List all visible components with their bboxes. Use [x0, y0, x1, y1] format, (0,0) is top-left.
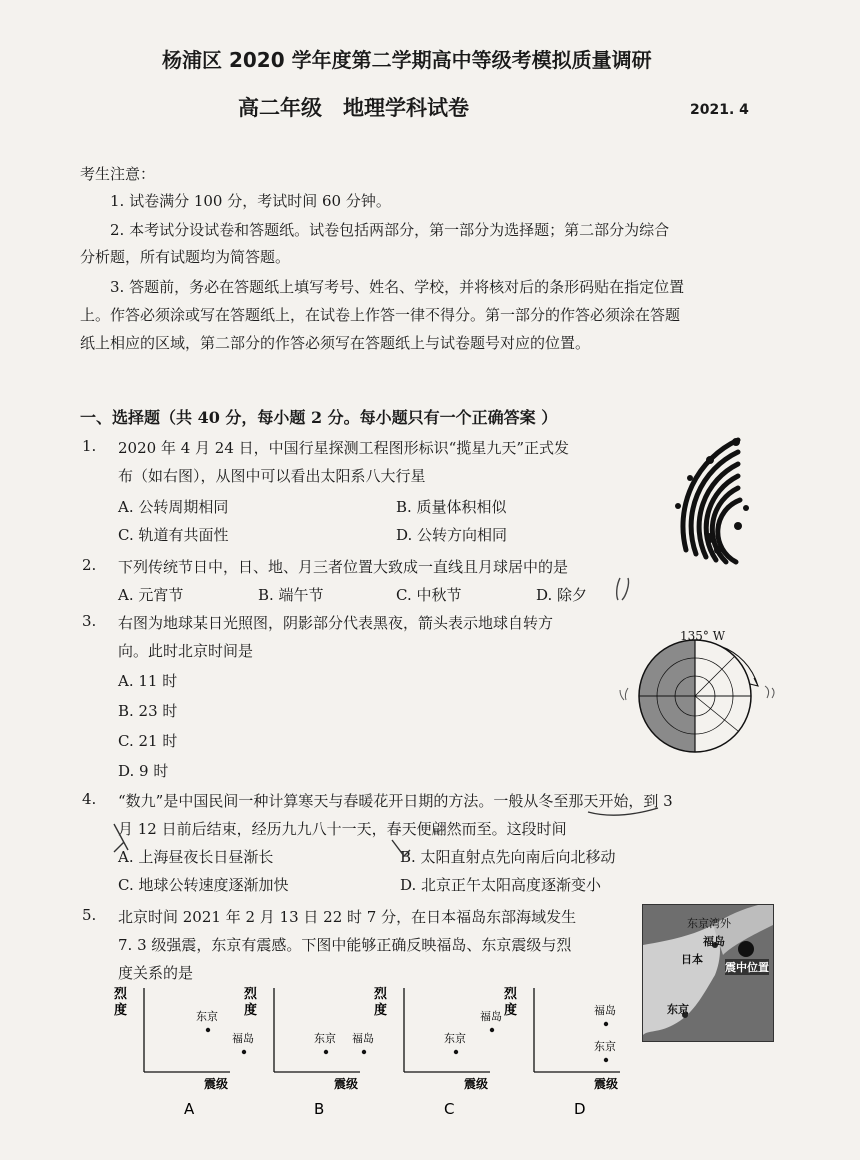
- exam-date: 2021. 4: [690, 102, 749, 118]
- q4-stem-line-1: “数九”是中国民间一种计算寒天与春暖花开日期的方法。一般从冬至那天开始，到 3: [118, 792, 673, 810]
- q4-option-c: C. 地球公转速度逐渐加快: [118, 876, 289, 894]
- q3-figure-longitude-label: 135° W: [680, 629, 726, 643]
- section-1-heading: 一、选择题（共 40 分，每小题 2 分。每小题只有一个正确答案 ）: [80, 408, 558, 427]
- pencil-note-right: [765, 686, 774, 698]
- q5-stem-line-1: 北京时间 2021 年 2 月 13 日 22 时 7 分，在日本福岛东部海域发生: [118, 908, 577, 926]
- q2-option-b: B. 端午节: [258, 586, 324, 604]
- chart-B-label-fukushima: 福岛: [352, 1032, 374, 1045]
- chart-D-label-fukushima: 福岛: [594, 1004, 616, 1017]
- chart-D-option-letter: D: [574, 1100, 586, 1118]
- chart-A-ylabel-2: 度: [114, 1003, 128, 1018]
- chart-B-ylabel-1: 烈: [244, 987, 258, 1002]
- notice-item-2-line-2: 分析题，所有试题均为简答题。: [80, 248, 291, 266]
- pencil-note-left: [620, 688, 628, 700]
- chart-C-ylabel-1: 烈: [374, 987, 388, 1002]
- q1-option-a: A. 公转周期相同: [118, 498, 229, 516]
- chart-B-option-letter: B: [314, 1100, 325, 1118]
- chart-B-point-fukushima: [362, 1050, 366, 1054]
- q3-option-b: B. 23 时: [118, 702, 178, 720]
- exam-title: 杨浦区 2020 学年度第二学期高中等级考模拟质量调研: [162, 48, 652, 72]
- chart-A-label-fukushima: 福岛: [232, 1032, 254, 1045]
- chart-A-point-fukushima: [242, 1050, 246, 1054]
- q5-options-charts: [112, 984, 632, 1124]
- chart-D-ylabel-1: 烈: [504, 987, 518, 1002]
- handwriting-mark-icon: [612, 574, 642, 604]
- japan-quake-map: [642, 904, 774, 1042]
- q3-option-c: C. 21 时: [118, 732, 178, 750]
- chart-C-option-letter: C: [444, 1100, 455, 1118]
- chart-D-point-fukushima: [604, 1022, 608, 1026]
- q4-number: 4.: [82, 790, 97, 808]
- chart-C-point-fukushima: [490, 1028, 494, 1032]
- notice-item-3-line-2: 上。作答必须涂或写在答题纸上，在试卷上作答一律不得分。第一部分的作答必须涂在答题: [80, 306, 681, 324]
- q1-option-d: D. 公转方向相同: [396, 526, 508, 544]
- q2-option-a: A. 元宵节: [118, 586, 184, 604]
- q1-stem-line-1: 2020 年 4 月 24 日，中国行星探测工程图形标识“揽星九天”正式发: [118, 439, 569, 457]
- exam-subtitle: 高二年级 地理学科试卷: [238, 96, 469, 120]
- q3-stem-line-1: 右图为地球某日光照图，阴影部分代表黑夜，箭头表示地球自转方: [118, 614, 554, 632]
- chart-A-label-tokyo: 东京: [196, 1010, 218, 1023]
- chart-C-ylabel-2: 度: [374, 1003, 388, 1018]
- q2-number: 2.: [82, 556, 97, 574]
- q1-option-c: C. 轨道有共面性: [118, 526, 229, 544]
- planets-logo-figure: [638, 430, 758, 570]
- chart-A-ylabel-1: 烈: [114, 987, 128, 1002]
- notice-item-2-line-1: 2. 本考试分设试卷和答题纸。试卷包括两部分，第一部分为选择题；第二部分为综合: [110, 221, 670, 239]
- chart-A-option-letter: A: [184, 1100, 195, 1118]
- earth-illumination-figure: [600, 626, 800, 776]
- chart-A-xlabel: 震级: [204, 1077, 229, 1091]
- q4-option-a: A. 上海昼夜长日昼渐长: [118, 848, 274, 866]
- map-label-tokyo: 东京: [667, 1003, 689, 1016]
- chart-D-ylabel-2: 度: [504, 1003, 518, 1018]
- notice-item-3-line-3: 纸上相应的区域，第二部分的作答必须写在答题纸上与试卷题号对应的位置。: [80, 334, 591, 352]
- q2-option-d: D. 除夕: [536, 586, 588, 604]
- q3-number: 3.: [82, 612, 97, 630]
- notice-heading: 考生注意：: [80, 165, 156, 183]
- chart-A-point-tokyo: [206, 1028, 210, 1032]
- q5-stem-line-2: 7. 3 级强震，东京有震感。下图中能够正确反映福岛、东京震级与烈: [118, 936, 572, 954]
- map-label-japan: 日本: [681, 953, 703, 966]
- chart-C-label-fukushima: 福岛: [480, 1010, 502, 1023]
- q1-number: 1.: [82, 437, 97, 455]
- q4-option-b: B. 太阳直射点先向南后向北移动: [400, 848, 616, 866]
- map-label-epicenter: 震中位置: [725, 961, 769, 974]
- q5-number: 5.: [82, 906, 97, 924]
- handwritten-marks: [100, 780, 660, 870]
- chart-D-xlabel: 震级: [594, 1077, 619, 1091]
- notice-item-3-line-1: 3. 答题前，务必在答题纸上填写考号、姓名、学校，并将核对后的条形码贴在指定位置: [110, 278, 685, 296]
- chart-D-label-tokyo: 东京: [594, 1040, 616, 1053]
- q4-stem-line-2: 月 12 日前后结束，经历九九八十一天，春天便翩然而至。这段时间: [118, 820, 567, 838]
- q2-option-c: C. 中秋节: [396, 586, 462, 604]
- q5-stem-line-3: 度关系的是: [118, 964, 194, 982]
- q2-stem-line-1: 下列传统节日中，日、地、月三者位置大致成一直线且月球居中的是: [118, 558, 569, 576]
- chart-B-xlabel: 震级: [334, 1077, 359, 1091]
- chart-B-ylabel-2: 度: [244, 1003, 258, 1018]
- chart-D-point-tokyo: [604, 1058, 608, 1062]
- chart-B-label-tokyo: 东京: [314, 1032, 336, 1045]
- chart-B-point-tokyo: [324, 1050, 328, 1054]
- map-label-sea: 东京湾外: [687, 917, 731, 930]
- map-label-fukushima: 福岛: [703, 935, 725, 948]
- q3-option-d: D. 9 时: [118, 762, 169, 780]
- chart-C-point-tokyo: [454, 1050, 458, 1054]
- q1-option-b: B. 质量体积相似: [396, 498, 507, 516]
- q3-stem-line-2: 向。此时北京时间是: [118, 642, 254, 660]
- notice-item-1: 1. 试卷满分 100 分，考试时间 60 分钟。: [110, 192, 391, 210]
- chart-C-xlabel: 震级: [464, 1077, 489, 1091]
- q4-option-d: D. 北京正午太阳高度逐渐变小: [400, 876, 602, 894]
- chart-C-label-tokyo: 东京: [444, 1032, 466, 1045]
- q1-stem-line-2: 布（如右图），从图中可以看出太阳系八大行星: [118, 467, 426, 485]
- q3-option-a: A. 11 时: [118, 672, 178, 690]
